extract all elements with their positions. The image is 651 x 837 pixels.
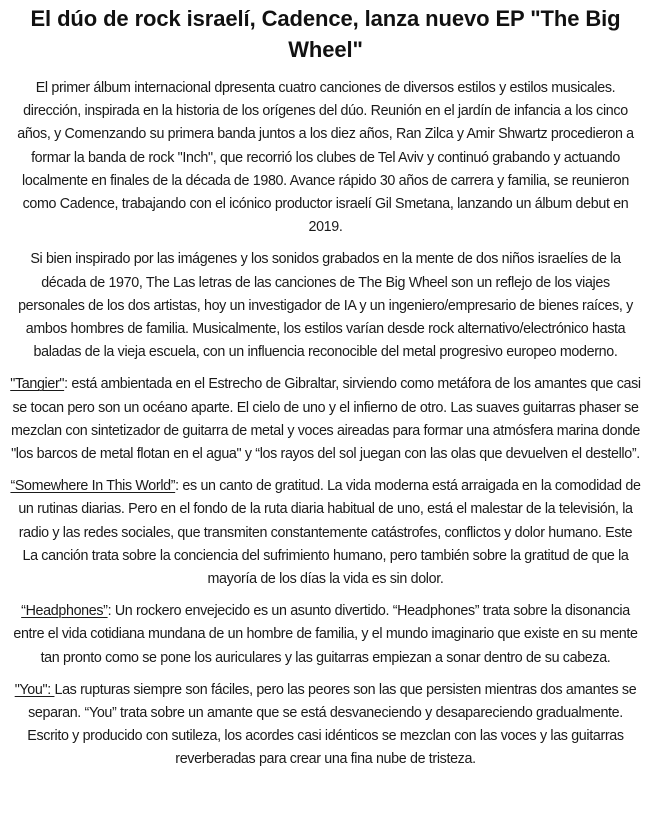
intro-paragraph: El primer álbum internacional dpresenta cuatro canciones de diversos estilos y estilos musicales. dirección, inspirada en la historia de los orígenes del dúo. Reunión en el jardín de infancia a los cinco años, y Comenzando su primera banda juntos a los diez años, Ran Zilca y Amir Shwartz procedieron a formar la banda de rock "Inch", que recorrió los clubes de Tel Aviv y continuó grabando y actuando localmente en finales de la década de 1980. Avance rápido 30 años de carrera y familia, se reunieron como Cadence, trabajando con el icónico productor israelí Gil Smetana, lanzando un álbum debut en 2019.: [17, 80, 634, 236]
song-description-tangier: [10, 373, 641, 466]
song-text-headphones: : Un rockero envejecido es un asunto divertido. “Headphones” trata sobre la disonancia entre el vida cotidiana mundana de un hombre de familia, y el mundo imaginario que existe en su mente tan pronto como se pone los auriculares y las guitarras empiezan a sonar dentro de su cabeza.: [13, 603, 638, 666]
song-text-tangier: : está ambientada en el Estrecho de Gibraltar, sirviendo como metáfora de los amantes que casi se tocan pero son un océano aparte. El cielo de uno y el infierno de otro. Las suaves guitarras phaser se mezclan con sintetizador de guitarra de metal y voces aireadas para formar una atmósfera marina donde "los barcos de metal flotan en el agua" y “los rayos del sol juegan con las olas que devuelven el destello”.: [10, 376, 641, 463]
song-description-headphones: [10, 600, 641, 670]
song-text-you: Las rupturas siempre son fáciles, pero las peores son las que persisten mientras dos amantes se separan. “You” trata sobre un amante que se está desvaneciendo y desapareciendo gradualmente. Escrito y producido con sutileza, los acordes casi idénticos se mezclan con las voces y las guitarras reverberadas para crear una fina nube de tristeza.: [27, 681, 637, 768]
song-title-somewhere-in-this-world: “Somewhere In This World”: [10, 478, 176, 495]
song-title-tangier: "Tangier": [10, 376, 65, 393]
song-description-you: [10, 679, 641, 772]
song-text-somewhere-in-this-world: : es un canto de gratitud. La vida moderna está arraigada en la comodidad de un rutinas diarias. Pero en el fondo de la ruta diaria habitual de uno, está el malestar de la televisión, la radio y las redes sociales, que transmiten constantemente catástrofes, conflictos y dolor humano. Este La canción trata sobre la conciencia del sufrimiento humano, pero también sobre la gratitud de que la mayoría de los días la vida es sin dolor.: [18, 478, 641, 588]
article-title: El dúo de rock israelí, Cadence, lanza nuevo EP "The Big Wheel": [30, 6, 621, 62]
song-description-somewhere-in-this-world: [10, 475, 641, 591]
song-title-headphones: “Headphones”: [21, 603, 108, 620]
song-title-you: "You":: [14, 681, 55, 698]
article: [0, 3, 651, 772]
inspiration-paragraph: Si bien inspirado por las imágenes y los sonidos grabados en la mente de dos niños israelíes de la década de 1970, The Las letras de las canciones de The Big Wheel son un reflejo de los viajes personales de los dos artistas, hoy un investigador de IA y un ingeniero/empresario de bienes raíces, y ambos hombres de familia. Musicalmente, los estilos varían desde rock alternativo/electrónico hasta baladas de la vieja escuela, con un influencia reconocible del metal progresivo europeo moderno.: [18, 251, 633, 361]
